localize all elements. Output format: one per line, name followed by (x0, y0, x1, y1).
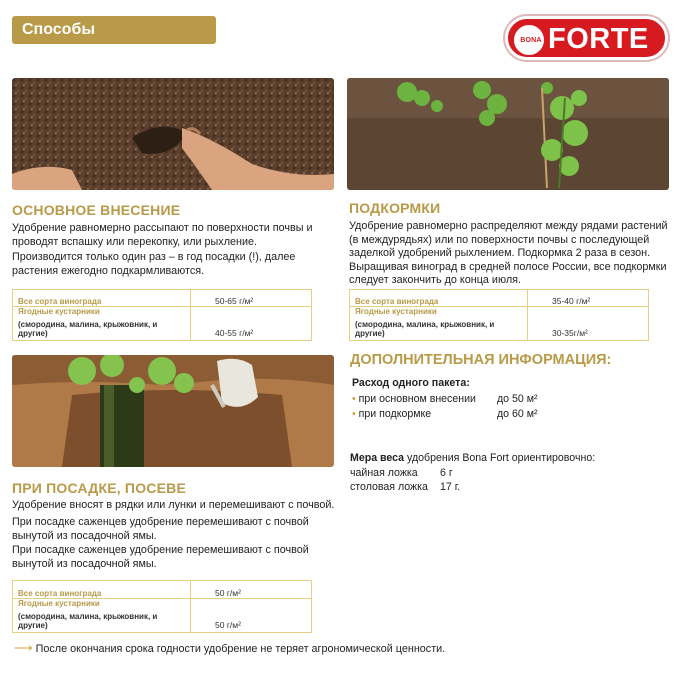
rate-value: 40-55 г/м² (191, 307, 312, 341)
table-row (13, 290, 312, 307)
measure-item (350, 467, 550, 479)
main-paragraph-2 (12, 251, 295, 278)
rate-label-sub: (смородина, малина, крыжовник, и другие) (355, 320, 495, 338)
text-line: При посадке саженцев удобрение перемешивают с почвой (12, 544, 309, 556)
rate-label-sub: (смородина, малина, крыжовник, и другие) (18, 612, 158, 630)
measure-value: 6 г (440, 467, 453, 479)
photo-young-vines (347, 78, 669, 190)
measure-item (350, 481, 550, 493)
footer-note (14, 640, 445, 656)
table-row (13, 581, 312, 599)
consumption-label: при подкормке (358, 408, 432, 420)
consumption-item (352, 393, 652, 405)
bullet-icon: • (352, 408, 356, 420)
text-line: При посадке саженцев удобрение перемешивают с почвой (12, 516, 309, 528)
text-line: следует закончить до конца июля. (349, 274, 521, 286)
page-title-text: Способы использования (22, 21, 145, 66)
consumption-title: Расход одного пакета: (352, 377, 470, 389)
consumption-value: до 60 м² (497, 408, 538, 420)
section-title-main: ОСНОВНОЕ ВНЕСЕНИЕ (12, 202, 181, 218)
rates-table-feeding (349, 289, 649, 341)
planting-paragraph-1 (12, 499, 334, 513)
text-line: растения ежегодно подкармливаются. (12, 264, 205, 277)
section-title-feeding: ПОДКОРМКИ (349, 200, 441, 216)
text-line: Производится только один раз – в год посадки (!), далее (12, 251, 296, 263)
measure-value: 17 г. (440, 481, 461, 493)
rate-label (13, 307, 191, 341)
rate-label-main: Ягодные кустарники (18, 599, 100, 608)
planting-paragraph-3 (12, 544, 309, 571)
text-line: Выращивая виноград в средней полосе России, все подкормки (349, 260, 667, 273)
main-paragraph-1 (12, 222, 313, 249)
rate-label (13, 599, 191, 633)
rate-value: 50 г/м² (191, 599, 312, 633)
photo-soil-hands (12, 78, 334, 190)
bona-forte-logo (505, 16, 668, 60)
measure-bold: Мера веса (350, 452, 405, 464)
feeding-paragraph (349, 220, 668, 288)
table-row (13, 599, 312, 633)
logo-circle (512, 23, 546, 57)
text-line: заделкой удобрений рыхлением. Подкормка 2 раза в сезон. (349, 247, 651, 259)
consumption-item (352, 408, 652, 420)
rate-label-main: Ягодные кустарники (355, 307, 437, 316)
rate-value: 35-40 г/м² (528, 290, 649, 307)
bullet-icon: • (352, 393, 356, 405)
measure-label: чайная ложка (350, 467, 418, 479)
footer-text: После окончания срока годности удобрение не теряет агрономической ценности. (35, 643, 446, 655)
table-row (350, 307, 649, 341)
rate-value: 50-65 г/м² (191, 290, 312, 307)
measure-label: столовая ложка (350, 481, 428, 493)
arrow-right-icon: ⟶ (14, 640, 33, 655)
rate-value: 50 г/м² (191, 581, 312, 599)
info-title: ДОПОЛНИТЕЛЬНАЯ ИНФОРМАЦИЯ: (350, 352, 612, 368)
measure-heading (350, 452, 595, 464)
page-title (12, 16, 216, 66)
photo-planting-hole (12, 355, 334, 467)
rate-label-main: Ягодные кустарники (18, 307, 100, 316)
logo-bona-text: BONA (520, 37, 542, 44)
text-line: вынутой из посадочной ямы. (12, 529, 157, 542)
rate-label (350, 307, 528, 341)
table-row (350, 290, 649, 307)
rates-table-planting (12, 580, 312, 633)
text-line: проводят вспашку или перекопку, или рыхление. (12, 235, 258, 248)
logo-forte-text: FORTE (548, 23, 649, 55)
rate-value: 30-35г/м² (528, 307, 649, 341)
measure-rest: удобрения Bona Fort ориентировочно: (404, 452, 596, 464)
rate-label: Все сорта винограда (350, 290, 528, 307)
rate-label-sub: (смородина, малина, крыжовник, и другие) (18, 320, 158, 338)
text-line: (в междурядьях) или по поверхности почвы с последующей (349, 233, 650, 246)
text-line: Удобрение равномерно распределяют между рядами растений (349, 220, 668, 232)
consumption-label: при основном внесении (358, 393, 476, 405)
text-line: Удобрение равномерно рассыпают по поверхности почвы и (12, 222, 313, 234)
consumption-value: до 50 м² (497, 393, 538, 405)
planting-paragraph-2 (12, 516, 309, 543)
text-line: вынутой из посадочной ямы. (12, 557, 157, 570)
rates-table-main (12, 289, 312, 341)
section-title-planting: ПРИ ПОСАДКЕ, ПОСЕВЕ (12, 480, 186, 496)
rate-label: Все сорта винограда (13, 290, 191, 307)
rate-label: Все сорта винограда (13, 581, 191, 599)
text-line: Удобрение вносят в рядки или лунки и перемешивают с почвой. (12, 499, 335, 511)
table-row (13, 307, 312, 341)
